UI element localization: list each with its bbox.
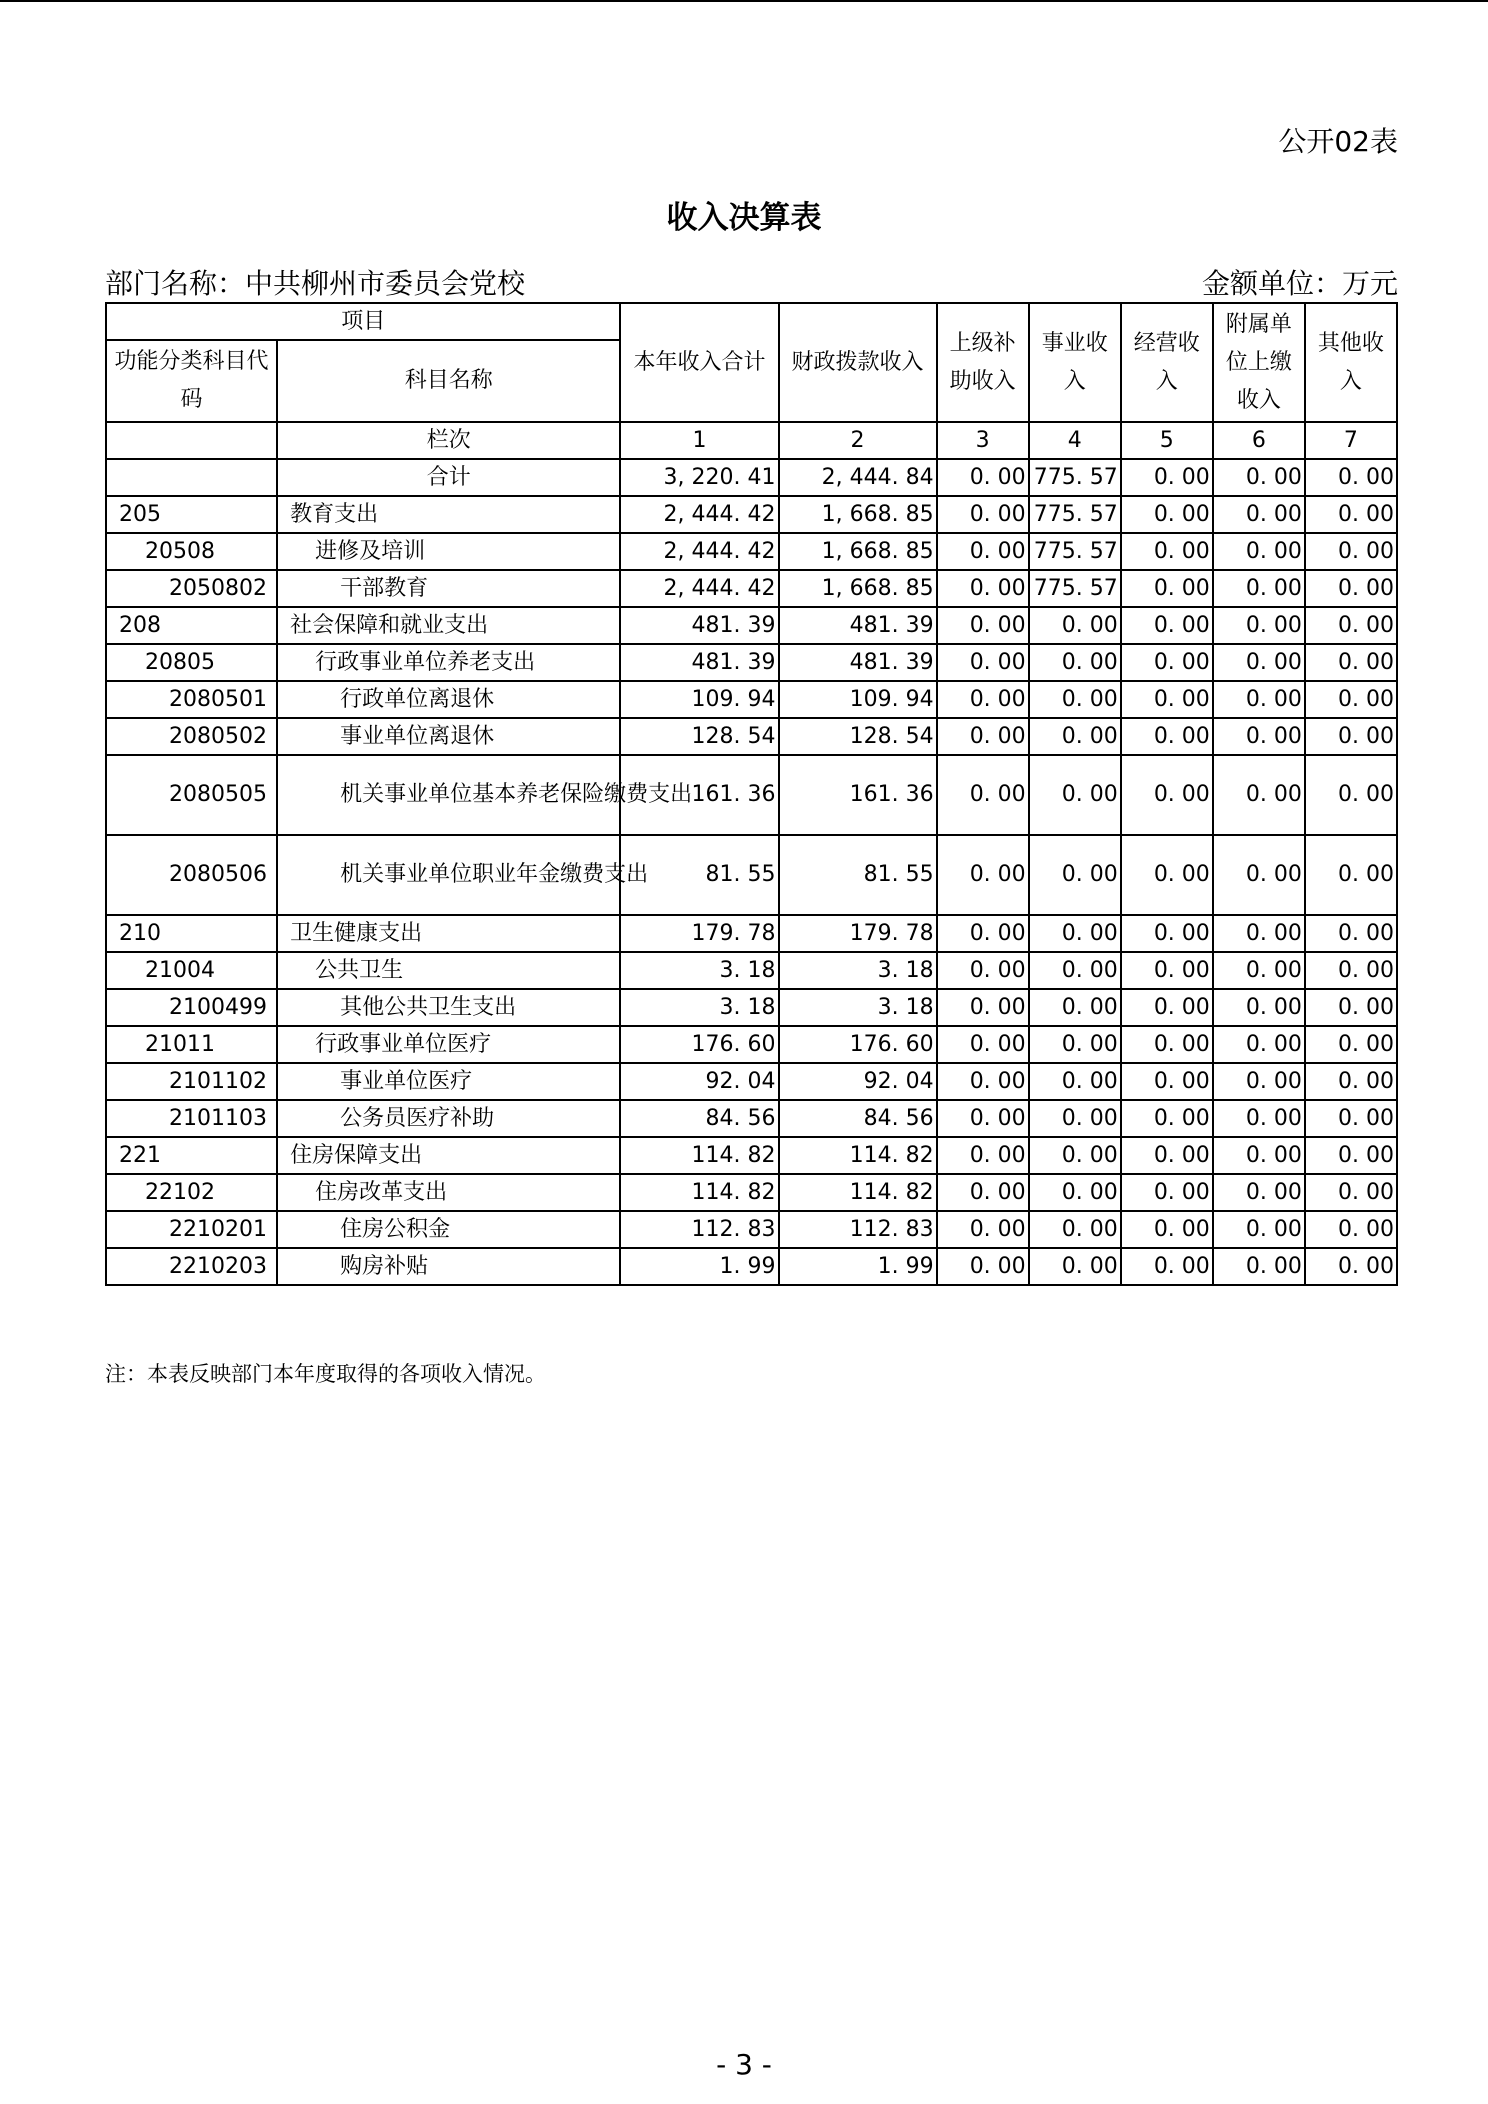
index-blank	[106, 422, 277, 459]
amount-cell: 0. 00	[1121, 718, 1213, 755]
amount-cell: 0. 00	[1029, 644, 1121, 681]
amount-cell: 84. 56	[620, 1100, 778, 1137]
amount-cell: 0. 00	[1305, 718, 1397, 755]
amount-cell: 0. 00	[1121, 835, 1213, 915]
amount-cell: 0. 00	[1213, 496, 1305, 533]
amount-cell: 0. 00	[1121, 755, 1213, 835]
table-row	[106, 533, 1397, 570]
subject-name: 行政单位离退休	[277, 681, 620, 718]
table-row	[106, 1211, 1397, 1248]
index-5: 5	[1121, 422, 1213, 459]
index-7: 7	[1305, 422, 1397, 459]
amount-cell: 0. 00	[1305, 835, 1397, 915]
amount-cell: 0. 00	[1029, 915, 1121, 952]
amount-cell: 0. 00	[1305, 1100, 1397, 1137]
amount-cell: 0. 00	[937, 1211, 1029, 1248]
amount-cell: 161. 36	[779, 755, 937, 835]
amount-cell: 0. 00	[1029, 1174, 1121, 1211]
table-row	[106, 1063, 1397, 1100]
amount-cell: 0. 00	[937, 915, 1029, 952]
amount-cell: 0. 00	[1213, 915, 1305, 952]
subject-code: 20805	[106, 644, 277, 681]
table-row	[106, 1248, 1397, 1285]
amount-cell: 0. 00	[1305, 989, 1397, 1026]
table-row	[106, 607, 1397, 644]
amount-cell: 0. 00	[1213, 533, 1305, 570]
amount-cell: 1. 99	[779, 1248, 937, 1285]
amount-cell: 0. 00	[1305, 1026, 1397, 1063]
income-table-body	[106, 303, 1397, 1285]
amount-cell: 481. 39	[620, 607, 778, 644]
amount-cell: 1, 668. 85	[779, 533, 937, 570]
amount-cell: 2, 444. 42	[620, 533, 778, 570]
amount-cell: 0. 00	[1213, 1174, 1305, 1211]
total-code-blank	[106, 459, 277, 496]
header-fiscal: 财政拨款收入	[779, 303, 937, 422]
amount-cell: 114. 82	[779, 1137, 937, 1174]
amount-cell: 114. 82	[779, 1174, 937, 1211]
table-row	[106, 718, 1397, 755]
subject-code: 2100499	[106, 989, 277, 1026]
amount-cell: 0. 00	[1121, 989, 1213, 1026]
amount-cell: 0. 00	[1029, 1211, 1121, 1248]
total-value: 0. 00	[1213, 459, 1305, 496]
subject-code: 2210201	[106, 1211, 277, 1248]
amount-cell: 0. 00	[1305, 1137, 1397, 1174]
amount-cell: 3. 18	[620, 989, 778, 1026]
amount-cell: 0. 00	[937, 1174, 1029, 1211]
amount-cell: 0. 00	[1305, 1174, 1397, 1211]
amount-cell: 0. 00	[937, 570, 1029, 607]
amount-cell: 0. 00	[1305, 915, 1397, 952]
amount-cell: 0. 00	[937, 718, 1029, 755]
total-row	[106, 459, 1397, 496]
amount-cell: 0. 00	[1305, 1248, 1397, 1285]
total-value: 2, 444. 84	[779, 459, 937, 496]
amount-cell: 0. 00	[1121, 915, 1213, 952]
amount-cell: 0. 00	[1121, 1174, 1213, 1211]
table-row	[106, 952, 1397, 989]
amount-cell: 0. 00	[1121, 607, 1213, 644]
amount-cell: 0. 00	[1213, 952, 1305, 989]
amount-cell: 109. 94	[620, 681, 778, 718]
column-index-row	[106, 422, 1397, 459]
amount-cell: 0. 00	[1213, 644, 1305, 681]
amount-cell: 112. 83	[779, 1211, 937, 1248]
amount-cell: 0. 00	[1305, 607, 1397, 644]
amount-cell: 0. 00	[1305, 533, 1397, 570]
amount-cell: 0. 00	[937, 952, 1029, 989]
amount-cell: 0. 00	[1305, 755, 1397, 835]
amount-cell: 0. 00	[1121, 681, 1213, 718]
amount-cell: 0. 00	[1305, 952, 1397, 989]
subject-name: 住房保障支出	[277, 1137, 620, 1174]
subject-code: 208	[106, 607, 277, 644]
amount-cell: 0. 00	[1029, 952, 1121, 989]
amount-cell: 128. 54	[779, 718, 937, 755]
amount-cell: 0. 00	[937, 1248, 1029, 1285]
amount-cell: 0. 00	[1213, 1211, 1305, 1248]
amount-cell: 0. 00	[1121, 1248, 1213, 1285]
amount-cell: 176. 60	[620, 1026, 778, 1063]
subject-code: 2210203	[106, 1248, 277, 1285]
total-value: 0. 00	[1121, 459, 1213, 496]
table-note: 注：本表反映部门本年度取得的各项收入情况。	[105, 1362, 546, 1386]
amount-cell: 0. 00	[1121, 644, 1213, 681]
amount-cell: 0. 00	[937, 1063, 1029, 1100]
income-table	[105, 302, 1398, 1286]
subject-name: 事业单位离退休	[277, 718, 620, 755]
total-value: 0. 00	[937, 459, 1029, 496]
index-label: 栏次	[277, 422, 620, 459]
amount-cell: 0. 00	[1029, 681, 1121, 718]
amount-cell: 0. 00	[1029, 989, 1121, 1026]
amount-cell: 0. 00	[937, 533, 1029, 570]
amount-cell: 0. 00	[1213, 570, 1305, 607]
amount-cell: 0. 00	[1029, 1248, 1121, 1285]
subject-code: 21004	[106, 952, 277, 989]
subject-code: 205	[106, 496, 277, 533]
subject-name: 住房公积金	[277, 1211, 620, 1248]
table-row	[106, 989, 1397, 1026]
amount-cell: 0. 00	[1121, 1026, 1213, 1063]
amount-cell: 0. 00	[1029, 1026, 1121, 1063]
subject-name: 行政事业单位养老支出	[277, 644, 620, 681]
index-2: 2	[779, 422, 937, 459]
header-row-1	[106, 303, 1397, 340]
amount-cell: 481. 39	[620, 644, 778, 681]
table-row	[106, 681, 1397, 718]
header-superior: 上级补助收入	[937, 303, 1029, 422]
total-label: 合计	[277, 459, 620, 496]
amount-cell: 0. 00	[1305, 496, 1397, 533]
header-operating: 经营收入	[1121, 303, 1213, 422]
subject-name: 机关事业单位职业年金缴费支出	[277, 835, 620, 915]
amount-cell: 1, 668. 85	[779, 496, 937, 533]
amount-cell: 0. 00	[1121, 952, 1213, 989]
subject-code: 2080506	[106, 835, 277, 915]
amount-cell: 3. 18	[779, 952, 937, 989]
amount-cell: 81. 55	[620, 835, 778, 915]
amount-cell: 2, 444. 42	[620, 496, 778, 533]
amount-cell: 81. 55	[779, 835, 937, 915]
amount-cell: 0. 00	[1029, 1063, 1121, 1100]
subject-name: 购房补贴	[277, 1248, 620, 1285]
subject-name: 进修及培训	[277, 533, 620, 570]
amount-cell: 0. 00	[1305, 644, 1397, 681]
header-name: 科目名称	[277, 340, 620, 422]
header-item: 项目	[106, 303, 620, 340]
amount-cell: 0. 00	[1213, 718, 1305, 755]
amount-cell: 0. 00	[1305, 681, 1397, 718]
amount-cell: 0. 00	[937, 755, 1029, 835]
amount-cell: 1, 668. 85	[779, 570, 937, 607]
top-border-line	[0, 0, 1488, 2]
amount-cell: 114. 82	[620, 1137, 778, 1174]
amount-cell: 0. 00	[1029, 835, 1121, 915]
amount-cell: 0. 00	[1121, 1137, 1213, 1174]
amount-cell: 1. 99	[620, 1248, 778, 1285]
index-1: 1	[620, 422, 778, 459]
header-other: 其他收入	[1305, 303, 1397, 422]
amount-cell: 0. 00	[1213, 1248, 1305, 1285]
amount-cell: 0. 00	[1213, 989, 1305, 1026]
total-value: 3, 220. 41	[620, 459, 778, 496]
amount-cell: 0. 00	[937, 989, 1029, 1026]
amount-cell: 161. 36	[620, 755, 778, 835]
table-row	[106, 835, 1397, 915]
amount-cell: 0. 00	[937, 496, 1029, 533]
amount-cell: 0. 00	[937, 1026, 1029, 1063]
amount-cell: 0. 00	[1121, 570, 1213, 607]
amount-cell: 0. 00	[1213, 681, 1305, 718]
amount-cell: 775. 57	[1029, 533, 1121, 570]
subject-name: 社会保障和就业支出	[277, 607, 620, 644]
amount-cell: 0. 00	[1029, 1137, 1121, 1174]
amount-cell: 92. 04	[779, 1063, 937, 1100]
subject-name: 其他公共卫生支出	[277, 989, 620, 1026]
table-row	[106, 1026, 1397, 1063]
amount-cell: 0. 00	[937, 1100, 1029, 1137]
amount-cell: 0. 00	[1305, 570, 1397, 607]
amount-cell: 114. 82	[620, 1174, 778, 1211]
amount-cell: 0. 00	[1305, 1063, 1397, 1100]
subject-name: 教育支出	[277, 496, 620, 533]
amount-cell: 0. 00	[1121, 533, 1213, 570]
subject-name: 公务员医疗补助	[277, 1100, 620, 1137]
subject-name: 行政事业单位医疗	[277, 1026, 620, 1063]
amount-cell: 179. 78	[620, 915, 778, 952]
subject-code: 21011	[106, 1026, 277, 1063]
amount-cell: 0. 00	[937, 607, 1029, 644]
table-row	[106, 570, 1397, 607]
subject-code: 2101103	[106, 1100, 277, 1137]
amount-cell: 0. 00	[937, 681, 1029, 718]
subject-name: 事业单位医疗	[277, 1063, 620, 1100]
amount-cell: 0. 00	[1213, 1100, 1305, 1137]
subject-code: 2101102	[106, 1063, 277, 1100]
total-value: 775. 57	[1029, 459, 1121, 496]
amount-cell: 92. 04	[620, 1063, 778, 1100]
header-code: 功能分类科目代码	[106, 340, 277, 422]
amount-cell: 0. 00	[1121, 1063, 1213, 1100]
subject-name: 公共卫生	[277, 952, 620, 989]
amount-cell: 775. 57	[1029, 570, 1121, 607]
amount-cell: 0. 00	[1029, 718, 1121, 755]
total-value: 0. 00	[1305, 459, 1397, 496]
amount-cell: 0. 00	[1305, 1211, 1397, 1248]
subject-code: 210	[106, 915, 277, 952]
table-row	[106, 915, 1397, 952]
index-4: 4	[1029, 422, 1121, 459]
amount-cell: 109. 94	[779, 681, 937, 718]
subject-code: 2080501	[106, 681, 277, 718]
table-row	[106, 1137, 1397, 1174]
amount-cell: 0. 00	[1213, 755, 1305, 835]
amount-cell: 0. 00	[1029, 607, 1121, 644]
amount-cell: 0. 00	[1121, 496, 1213, 533]
table-row	[106, 1100, 1397, 1137]
subject-code: 221	[106, 1137, 277, 1174]
header-affiliated: 附属单位上缴收入	[1213, 303, 1305, 422]
amount-cell: 0. 00	[1213, 607, 1305, 644]
subject-name: 干部教育	[277, 570, 620, 607]
amount-cell: 84. 56	[779, 1100, 937, 1137]
subject-name: 机关事业单位基本养老保险缴费支出	[277, 755, 620, 835]
amount-cell: 0. 00	[1213, 1137, 1305, 1174]
department-name: 部门名称：中共柳州市委员会党校	[105, 267, 526, 300]
amount-cell: 481. 39	[779, 644, 937, 681]
table-row	[106, 1174, 1397, 1211]
subject-name: 卫生健康支出	[277, 915, 620, 952]
amount-unit: 金额单位：万元	[1201, 267, 1398, 300]
amount-cell: 3. 18	[620, 952, 778, 989]
page-number: - 3 -	[716, 2048, 772, 2081]
amount-cell: 0. 00	[937, 644, 1029, 681]
header-total: 本年收入合计	[620, 303, 778, 422]
header-business: 事业收入	[1029, 303, 1121, 422]
amount-cell: 0. 00	[937, 835, 1029, 915]
amount-cell: 2, 444. 42	[620, 570, 778, 607]
table-row	[106, 755, 1397, 835]
form-code: 公开02表	[1278, 125, 1398, 158]
amount-cell: 0. 00	[1029, 1100, 1121, 1137]
table-row	[106, 496, 1397, 533]
amount-cell: 0. 00	[1121, 1211, 1213, 1248]
amount-cell: 176. 60	[779, 1026, 937, 1063]
subject-code: 20508	[106, 533, 277, 570]
amount-cell: 0. 00	[1121, 1100, 1213, 1137]
amount-cell: 3. 18	[779, 989, 937, 1026]
subject-name: 住房改革支出	[277, 1174, 620, 1211]
amount-cell: 0. 00	[937, 1137, 1029, 1174]
amount-cell: 775. 57	[1029, 496, 1121, 533]
index-6: 6	[1213, 422, 1305, 459]
subject-code: 22102	[106, 1174, 277, 1211]
subject-code: 2080505	[106, 755, 277, 835]
amount-cell: 0. 00	[1213, 835, 1305, 915]
amount-cell: 0. 00	[1029, 755, 1121, 835]
amount-cell: 112. 83	[620, 1211, 778, 1248]
amount-cell: 0. 00	[1213, 1026, 1305, 1063]
table-row	[106, 644, 1397, 681]
page-title: 收入决算表	[666, 200, 822, 236]
amount-cell: 0. 00	[1213, 1063, 1305, 1100]
subject-code: 2080502	[106, 718, 277, 755]
amount-cell: 481. 39	[779, 607, 937, 644]
amount-cell: 179. 78	[779, 915, 937, 952]
index-3: 3	[937, 422, 1029, 459]
subject-code: 2050802	[106, 570, 277, 607]
amount-cell: 128. 54	[620, 718, 778, 755]
